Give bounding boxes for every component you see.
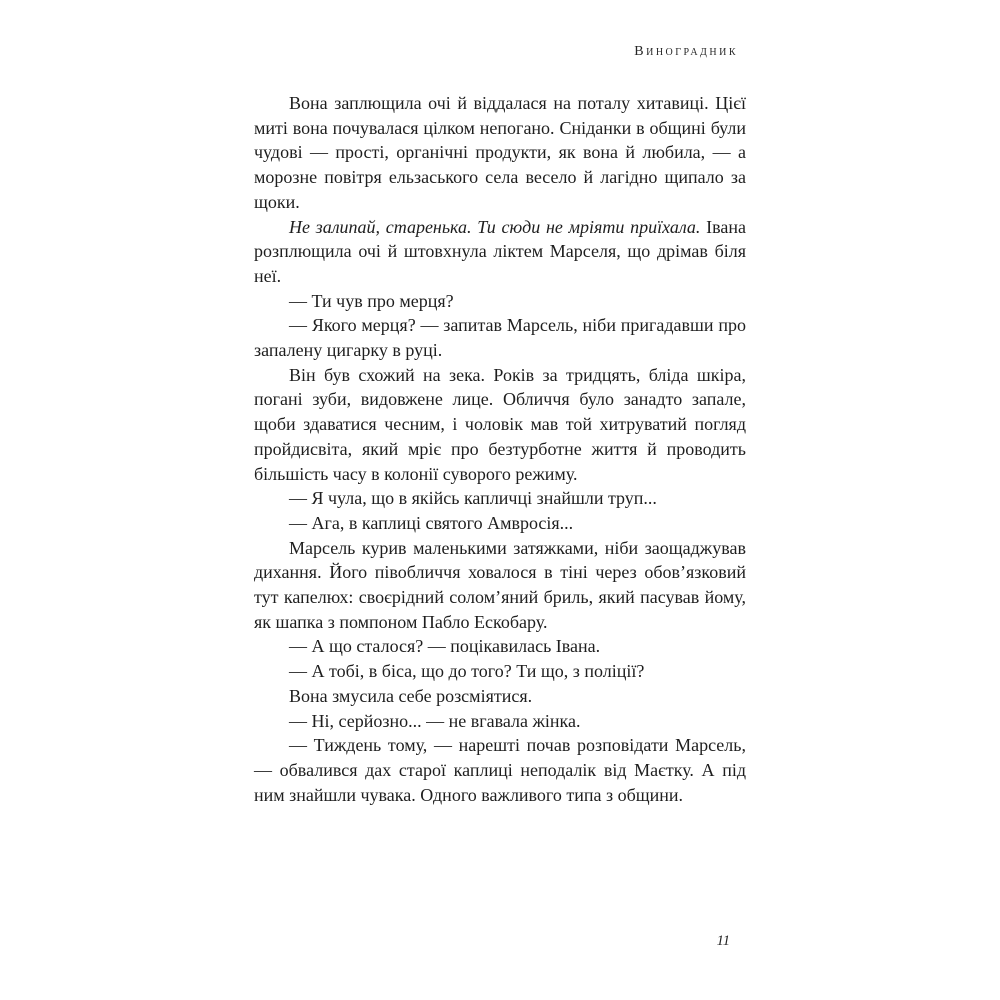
- dialogue-line: — Якого мерця? — запитав Марсель, ніби пригадавши про запалену цигарку в руці.: [254, 315, 746, 361]
- dialogue-line: — Я чула, що в якійсь капличці знайшли труп...: [289, 488, 657, 509]
- dialogue-line: — Ага, в каплиці святого Амвросія...: [289, 512, 574, 533]
- dialogue-line: — Ти чув про мерця?: [289, 290, 454, 311]
- dialogue-line: — А тобі, в біса, що до того? Ти що, з поліції?: [289, 661, 645, 682]
- paragraph-continuation: Івана розплющила очі й штовхнула ліктем Марселя, що дрімав біля неї.: [254, 216, 746, 286]
- paragraph: Він був схожий на зека. Років за тридцять, бліда шкіра, погані зуби, видовжене лице. Обличчя було занадто запале, щоби здаватися чесним, і чоловік мав той хитруватий погляд пройдисвіта, який мріє про безтурботне життя й проводить більшість часу в колонії суворого режиму.: [254, 364, 746, 484]
- text-column: [254, 0, 746, 807]
- dialogue-line: — Ні, серйозно... — не вгавала жінка.: [289, 710, 581, 731]
- paragraph: Вона заплющила очі й віддалася на поталу хитавиці. Цієї миті вона почувалася цілком непогано. Сніданки в общині були чудові — прості, органічні продукти, як вона й любила, — а морозне повітря ельзаського села весело й лагідно щипало за щоки.: [254, 93, 746, 212]
- page-number: 11: [716, 933, 730, 949]
- paragraph: Марсель курив маленькими затяжками, ніби заощаджував дихання. Його півобличчя ховалося в тіні через обов’язковий тут капелюх: своєрідний солом’яний бриль, який пасував йому, як шапка з помпоном Пабло Ескобару.: [254, 537, 746, 632]
- running-head: Виноградник: [634, 44, 738, 59]
- paragraph: [254, 215, 746, 289]
- italic-inner-monologue: Не залипай, старенька. Ти сюди не мріяти приїхала.: [289, 216, 701, 237]
- dialogue-line: — А що сталося? — поцікавилась Івана.: [289, 636, 601, 657]
- dialogue-line: — Тиждень тому, — нарешті почав розповідати Марсель, — обвалився дах старої каплиці неподалік від Маєтку. А під ним знайшли чувака. Одного важливого типа з общини.: [254, 735, 746, 805]
- paragraph: Вона змусила себе розсміятися.: [289, 685, 533, 706]
- body-text: [254, 91, 746, 807]
